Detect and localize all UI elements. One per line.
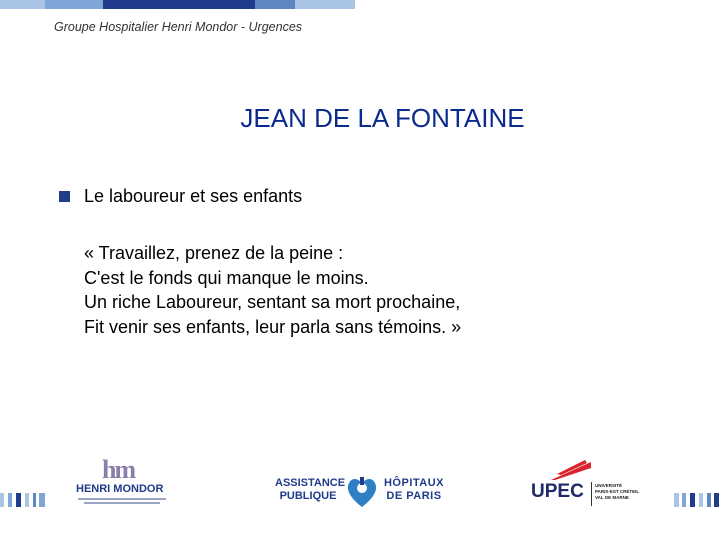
hm-logo-subtitle-icon: [76, 497, 168, 507]
aphp-right-line: HÔPITAUX: [383, 477, 445, 489]
upec-separator: [591, 482, 592, 506]
upec-logo: [531, 460, 643, 510]
slide-title: JEAN DE LA FONTAINE: [240, 103, 525, 133]
upec-side-line: UNIVERSITÉ: [595, 483, 623, 488]
aphp-right-line: DE PARIS: [386, 490, 442, 502]
bullet-square-icon: [59, 191, 70, 202]
upec-side-text: [595, 483, 639, 501]
upec-red-swoosh-icon: [551, 460, 591, 480]
henri-mondor-logo: [76, 455, 172, 510]
aphp-left-text: [275, 477, 346, 503]
upec-side-line: PARIS-EST CRÉTEIL: [595, 489, 640, 494]
hm-logo-name: HENRI MONDOR: [76, 483, 164, 495]
poem-line: Fit venir ses enfants, leur parla sans témoins. »: [84, 316, 462, 337]
bottom-left-decorative-bars: [0, 493, 48, 507]
aphp-right-text: [381, 477, 447, 503]
bullet-text: Le laboureur et ses enfants: [84, 186, 303, 206]
poem-line: Un riche Laboureur, sentant sa mort prochaine,: [84, 292, 461, 312]
top-decorative-bars: [0, 0, 720, 10]
poem-quote: [84, 241, 461, 339]
aphp-logo: [275, 473, 447, 509]
poem-line: « Travaillez, prenez de la peine :: [84, 243, 344, 263]
aphp-left-line: PUBLIQUE: [279, 490, 337, 502]
header-text: Groupe Hospitalier Henri Mondor - Urgences: [54, 20, 303, 34]
aphp-left-line: ASSISTANCE: [275, 477, 346, 489]
poem-line: C'est le fonds qui manque le moins.: [84, 267, 369, 288]
upec-side-line: VAL DE MARNE: [595, 495, 629, 500]
upec-wordmark: UPEC: [531, 481, 584, 502]
aphp-heart-icon: [345, 473, 379, 509]
bullet-item: [59, 186, 302, 207]
hm-logo-letters: hm: [102, 455, 135, 484]
bottom-right-decorative-bars: [672, 493, 720, 507]
